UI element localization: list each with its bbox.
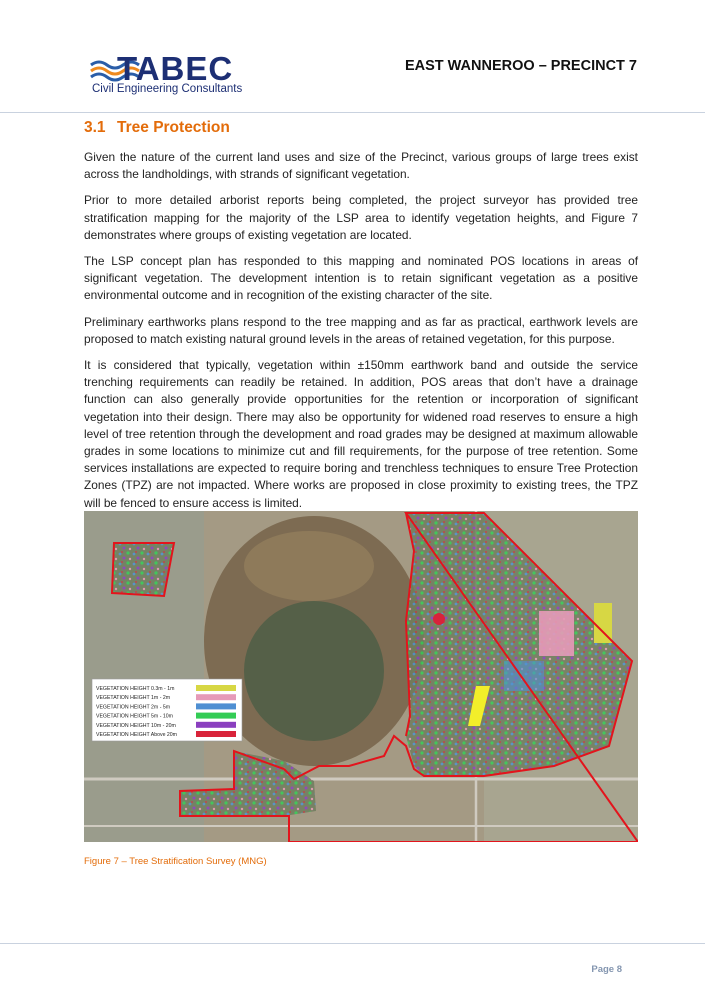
legend-label: VEGETATION HEIGHT 5m - 10m (96, 713, 173, 720)
paragraph: The LSP concept plan has responded to this mapping and nominated POS locations in areas of significant vegetation. The development intention is to retain significant vegetation as a positive environmental outcome and in recognition of the existing character of the site. (84, 254, 638, 303)
legend-swatch (196, 685, 236, 691)
legend-swatch (196, 731, 236, 737)
paragraph: Preliminary earthworks plans respond to the tree mapping and as far as practical, earthwork levels are proposed to match existing natural ground levels in the areas of retained vegetation, for this purpose. (84, 314, 638, 346)
header-divider (0, 112, 705, 113)
veg-block-1-2m (539, 611, 574, 656)
legend-swatch (196, 694, 236, 700)
legend-swatch (196, 703, 236, 709)
legend-label: VEGETATION HEIGHT 10m - 20m (96, 722, 176, 729)
tabec-logo (91, 50, 253, 97)
legend-label: VEGETATION HEIGHT 0.3m - 1m (96, 686, 175, 692)
figure-caption: Figure 7 – Tree Stratification Survey (MNG) (84, 856, 267, 867)
body-text (84, 149, 638, 521)
paragraph: It is considered that typically, vegetation within ±150mm earthwork band and outside the service trenching requirements can readily be retained. In addition, POS areas that don’t have a drainage function can also generally provide opportunities for the retention or incorporation of significant vegetation into their design. There may also be opportunity for widened road reserves to ensure a high level of tree retention through the development and road grades may be designed at maximum allowable grades in some locations to minimize cut and fill requirements, for the purpose of tree retention. Some services installations are expected to require boring and trenchless techniques to ensure Tree Protection Zones (TPZ) are not impacted. Where works are proposed in close proximity to existing trees, the TPZ will be fenced to ensure access is limited. (84, 358, 638, 510)
paragraph: Prior to more detailed arborist reports being completed, the project surveyor has provided tree stratification mapping for the majority of the LSP area to identify vegetation heights, and Figure 7 demonstrates where groups of existing vegetation are located. (84, 193, 638, 242)
section-number: 3.1 (84, 119, 106, 136)
bushland-north (244, 531, 374, 601)
page-number: Page 8 (591, 964, 622, 975)
footer-divider (0, 943, 705, 944)
logo-tagline: Civil Engineering Consultants (92, 83, 243, 95)
section-heading (84, 119, 230, 137)
veg-tall-cluster (433, 613, 445, 625)
veg-block-2-5m (504, 661, 544, 691)
legend-label: VEGETATION HEIGHT 2m - 5m (96, 704, 171, 711)
map-legend (92, 679, 242, 741)
paragraph: Given the nature of the current land uses and size of the Precinct, various groups of large trees exist across the landholdings, with strands of significant vegetation. (84, 150, 638, 182)
legend-label: VEGETATION HEIGHT Above 20m (96, 732, 178, 738)
section-title: Tree Protection (117, 119, 230, 136)
legend-label: VEGETATION HEIGHT 1m - 2m (96, 695, 171, 702)
tree-stratification-map (84, 511, 638, 842)
wetland-core (244, 601, 384, 741)
legend-swatch (196, 722, 236, 728)
document-title: EAST WANNEROO – PRECINCT 7 (404, 58, 637, 74)
logo-wordmark: TABEC (117, 50, 234, 87)
legend-swatch (196, 713, 236, 719)
